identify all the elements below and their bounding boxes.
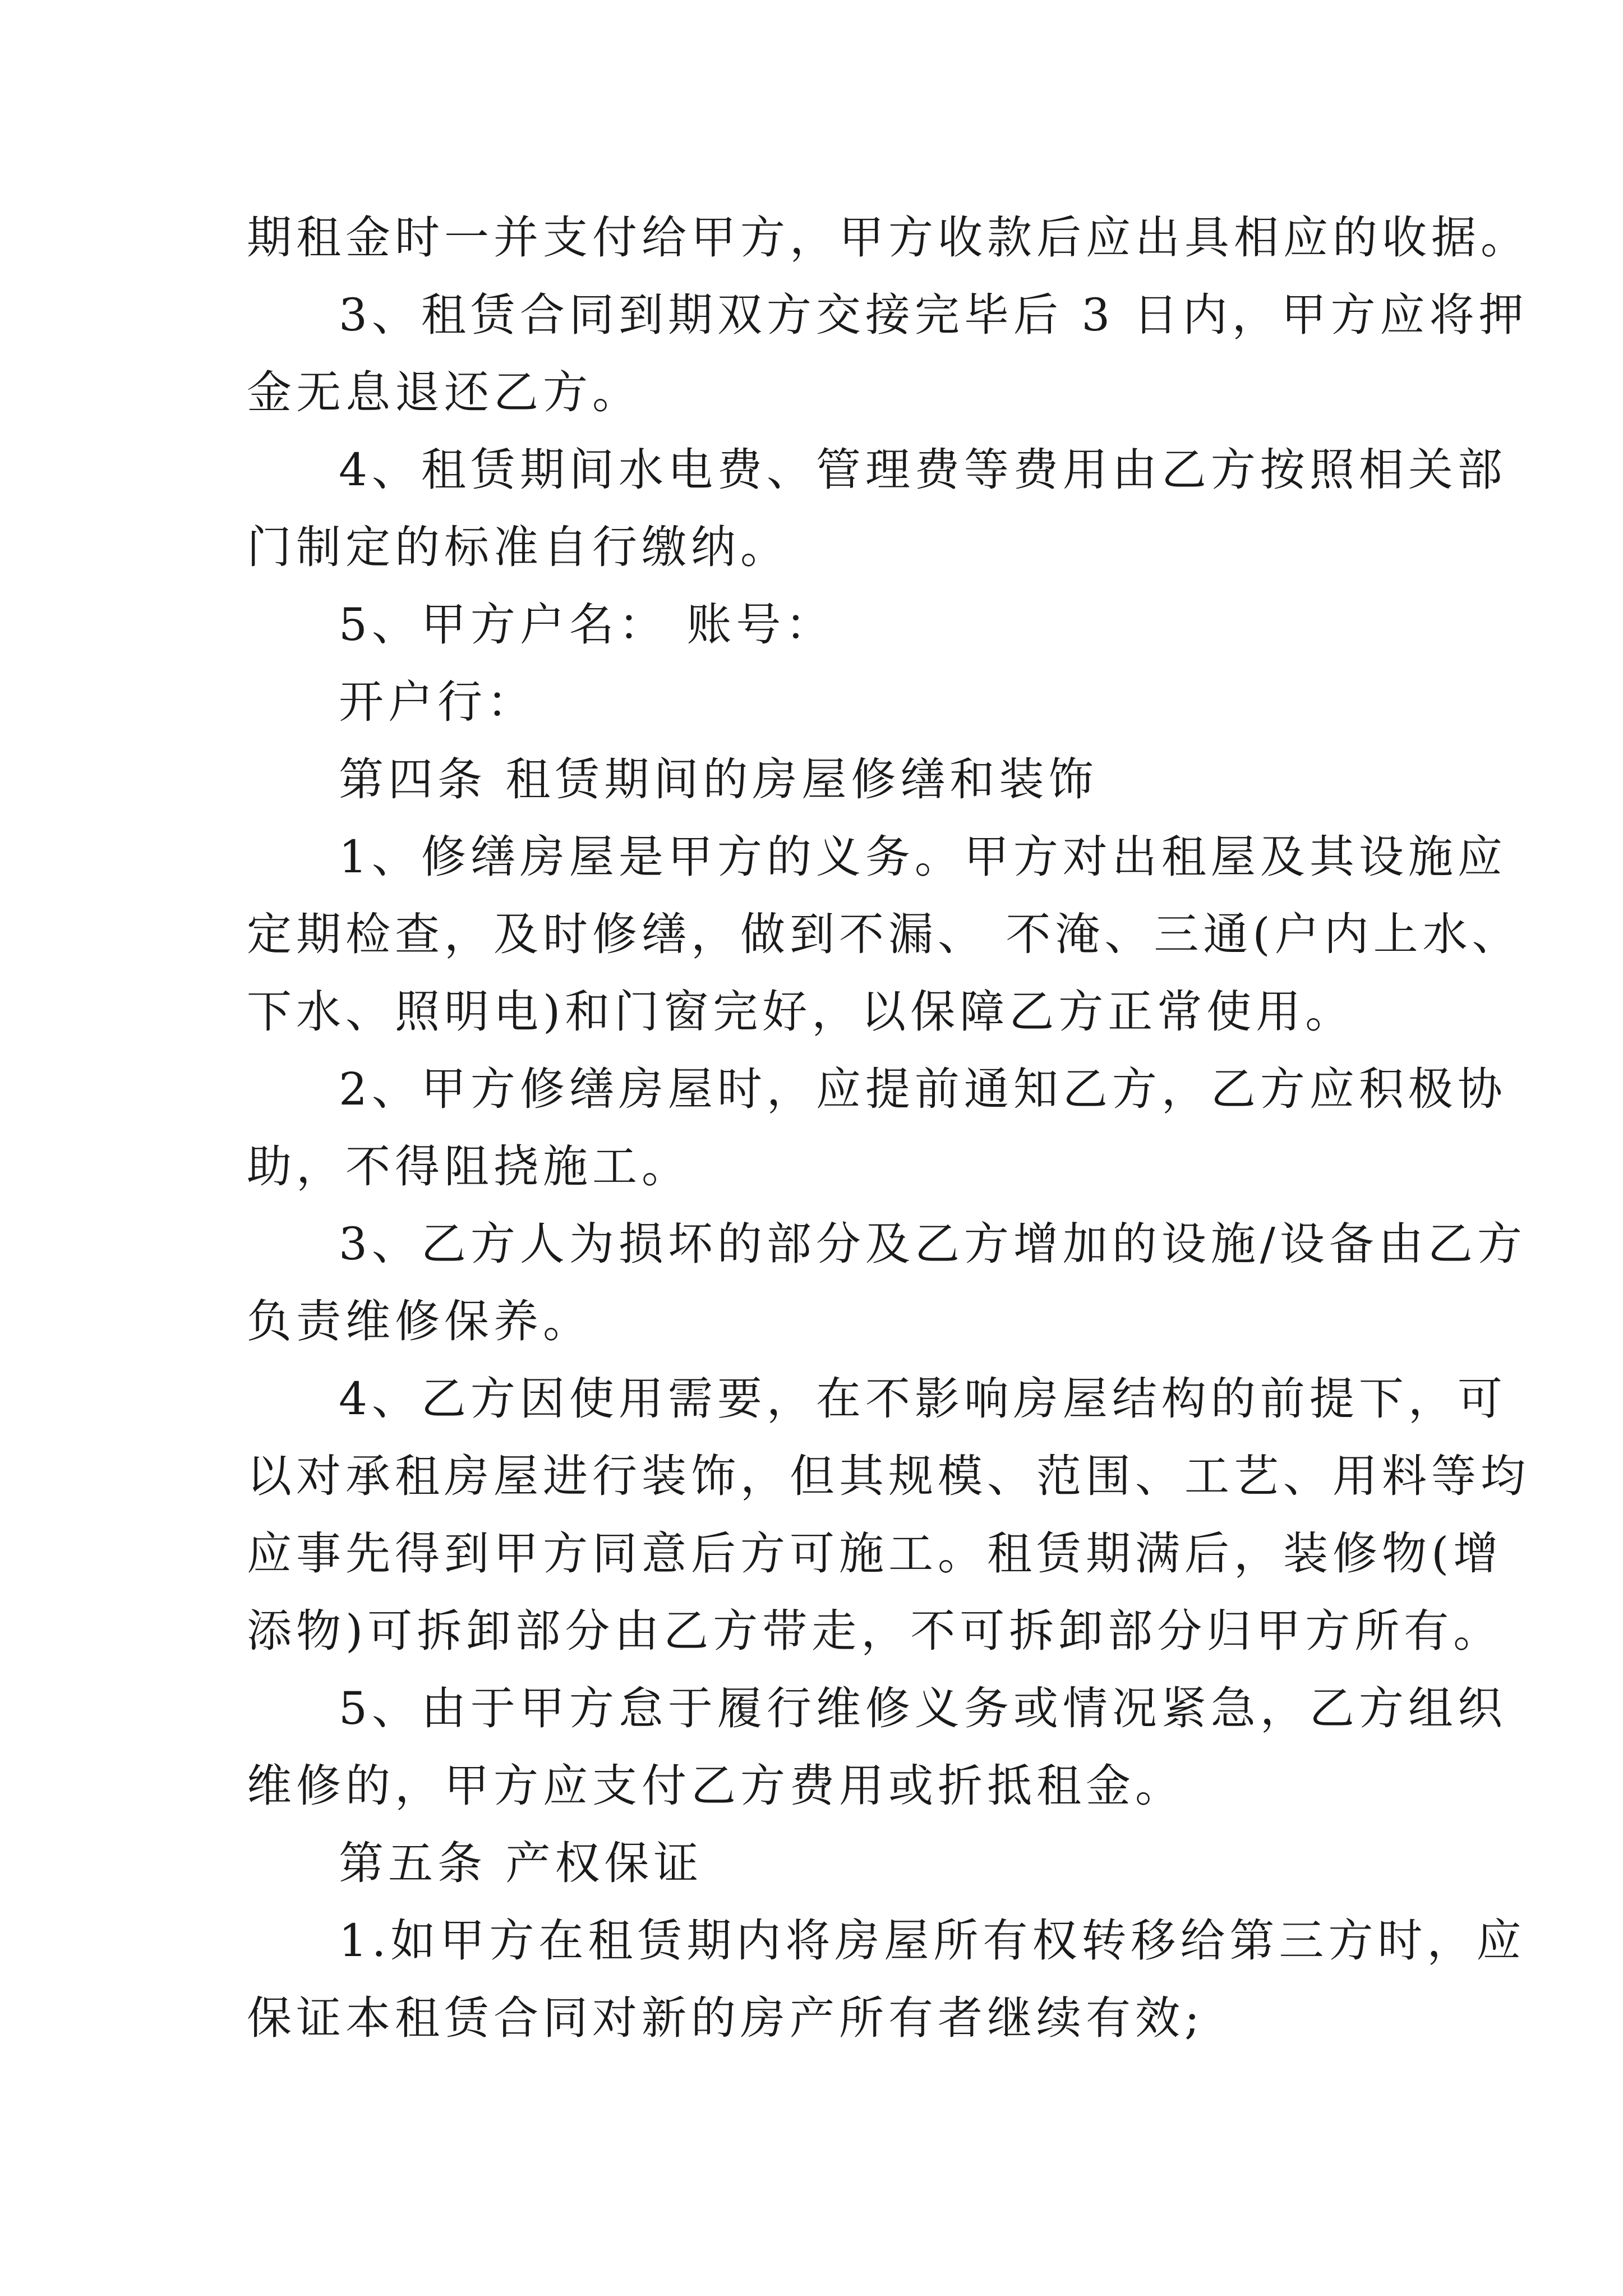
- section-heading: 第四条 租赁期间的房屋修缮和装饰: [339, 753, 1098, 806]
- text-line: 应事先得到甲方同意后方可施工。租赁期满后，装修物(增: [247, 1527, 1503, 1580]
- text-line: 5、由于甲方怠于履行维修义务或情况紧急，乙方组织: [339, 1682, 1507, 1734]
- text-line: 添物)可拆卸部分由乙方带走，不可拆卸部分归甲方所有。: [247, 1605, 1503, 1657]
- text-line: 下水、照明电)和门窗完好，以保障乙方正常使用。: [247, 986, 1355, 1038]
- text-line: 助，不得阻挠施工。: [247, 1140, 691, 1193]
- text-line: 维修的，甲方应支付乙方费用或折抵租金。: [247, 1760, 1184, 1812]
- text-line: 5、甲方户名： 账号：: [339, 599, 835, 651]
- text-line: 4、租赁期间水电费、管理费等费用由乙方按照相关部: [339, 444, 1507, 496]
- text-line: 1、修缮房屋是甲方的义务。甲方对出租屋及其设施应: [339, 831, 1507, 883]
- text-line: 保证本租赁合同对新的房产所有者继续有效;: [247, 1992, 1204, 2044]
- text-line: 2、甲方修缮房屋时，应提前通知乙方，乙方应积极协: [339, 1063, 1507, 1115]
- text-line: 负责维修保养。: [247, 1295, 592, 1347]
- text-line: 1.如甲方在租赁期内将房屋所有权转移给第三方时，应: [339, 1915, 1526, 1967]
- text-line: 定期检查，及时修缮，做到不漏、 不淹、三通(户内上水、: [247, 908, 1521, 960]
- text-line: 3、租赁合同到期双方交接完毕后 3 日内，甲方应将押: [339, 289, 1528, 341]
- text-line: 门制定的标准自行缴纳。: [247, 521, 790, 573]
- text-line: 3、乙方人为损坏的部分及乙方增加的设施/设备由乙方: [339, 1218, 1527, 1270]
- text-line: 金无息退还乙方。: [247, 366, 642, 418]
- text-line: 以对承租房屋进行装饰，但其规模、范围、工艺、用料等均: [247, 1450, 1530, 1502]
- section-heading: 第五条 产权保证: [339, 1837, 703, 1889]
- text-line: 开户行：: [339, 676, 536, 728]
- text-line: 4、乙方因使用需要，在不影响房屋结构的前提下，可: [339, 1373, 1507, 1425]
- contract-text: [247, 199, 1530, 2057]
- text-line: 期租金时一并支付给甲方，甲方收款后应出具相应的收据。: [247, 211, 1530, 264]
